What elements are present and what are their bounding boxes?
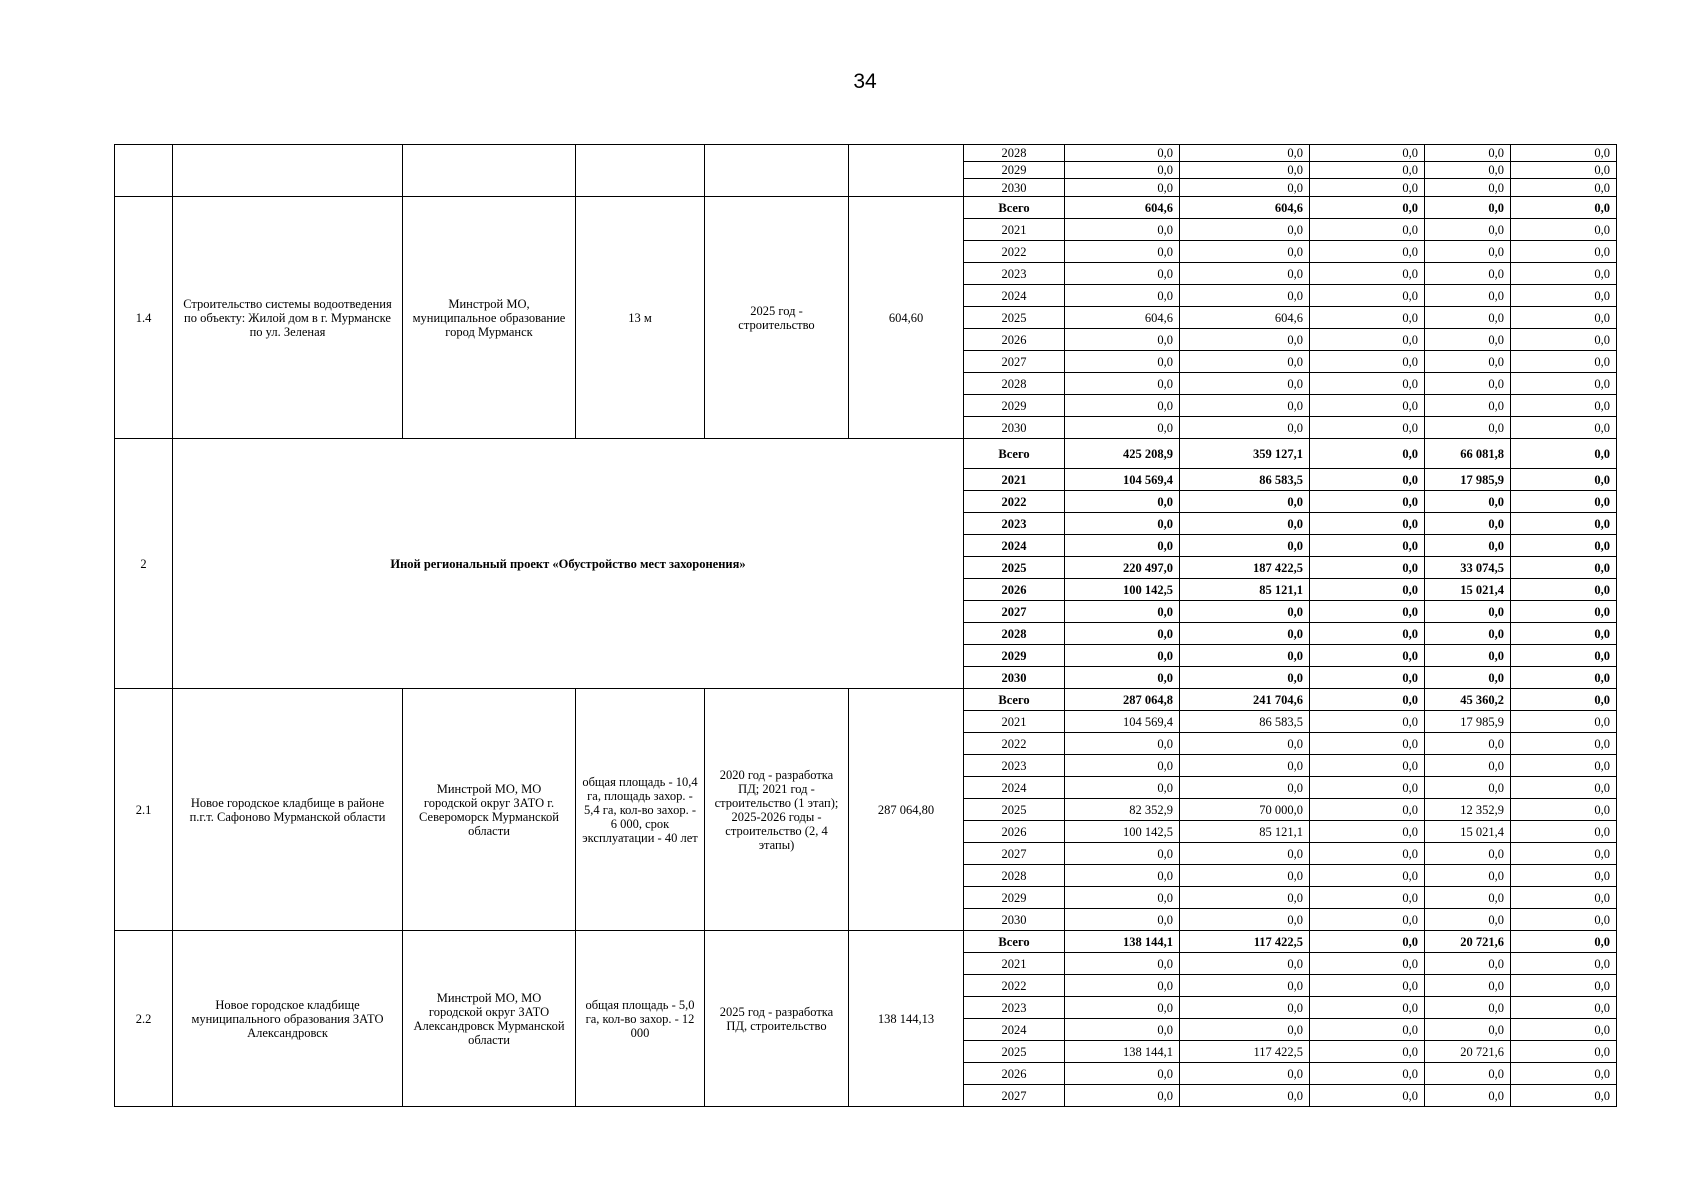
estimated-cost: 138 144,13: [849, 931, 964, 1107]
year-cell: 2030: [964, 417, 1065, 439]
table-row: [115, 689, 1617, 711]
amount-cell: 0,0: [1511, 601, 1617, 623]
amount-cell: 0,0: [1511, 162, 1617, 179]
amount-cell: 0,0: [1180, 1085, 1310, 1107]
amount-cell: 0,0: [1425, 535, 1511, 557]
construction-period: 2025 год - строительство: [705, 197, 849, 439]
amount-cell: 0,0: [1180, 909, 1310, 931]
amount-cell: 0,0: [1425, 329, 1511, 351]
amount-cell: 0,0: [1310, 953, 1425, 975]
amount-cell: 604,6: [1065, 197, 1180, 219]
year-cell: 2024: [964, 777, 1065, 799]
amount-cell: 0,0: [1310, 285, 1425, 307]
amount-cell: 220 497,0: [1065, 557, 1180, 579]
amount-cell: 0,0: [1310, 975, 1425, 997]
object-name: Новое городское кладбище муниципального образования ЗАТО Александровск: [173, 931, 403, 1107]
amount-cell: 0,0: [1425, 162, 1511, 179]
amount-cell: 0,0: [1511, 1063, 1617, 1085]
amount-cell: 0,0: [1180, 351, 1310, 373]
page-number: 34: [853, 70, 877, 93]
year-cell: 2024: [964, 285, 1065, 307]
item-number: 2.2: [115, 931, 173, 1107]
amount-cell: 0,0: [1425, 887, 1511, 909]
amount-cell: 138 144,1: [1065, 1041, 1180, 1063]
amount-cell: 0,0: [1310, 711, 1425, 733]
amount-cell: 0,0: [1310, 491, 1425, 513]
amount-cell: 0,0: [1180, 667, 1310, 689]
amount-cell: 0,0: [1065, 1063, 1180, 1085]
amount-cell: 0,0: [1511, 307, 1617, 329]
amount-cell: 0,0: [1065, 241, 1180, 263]
year-cell: 2024: [964, 1019, 1065, 1041]
construction-period: 2020 год - разработка ПД; 2021 год - строительство (1 этап); 2025-2026 годы - строительство (2, 4 этапы): [705, 689, 849, 931]
amount-cell: 0,0: [1065, 623, 1180, 645]
amount-cell: 0,0: [1180, 1063, 1310, 1085]
amount-cell: 0,0: [1511, 351, 1617, 373]
amount-cell: 0,0: [1425, 997, 1511, 1019]
year-cell: 2027: [964, 351, 1065, 373]
amount-cell: 0,0: [1511, 975, 1617, 997]
capacity-cell-empty: [576, 145, 705, 197]
amount-cell: 0,0: [1065, 1085, 1180, 1107]
amount-cell: 0,0: [1310, 821, 1425, 843]
year-cell: 2025: [964, 799, 1065, 821]
amount-cell: 0,0: [1425, 1063, 1511, 1085]
year-cell: 2030: [964, 909, 1065, 931]
amount-cell: 104 569,4: [1065, 469, 1180, 491]
amount-cell: 15 021,4: [1425, 821, 1511, 843]
amount-cell: 0,0: [1425, 197, 1511, 219]
amount-cell: 82 352,9: [1065, 799, 1180, 821]
amount-cell: 0,0: [1511, 145, 1617, 162]
year-cell: 2028: [964, 145, 1065, 162]
amount-cell: 0,0: [1511, 491, 1617, 513]
amount-cell: 0,0: [1180, 843, 1310, 865]
amount-cell: 0,0: [1310, 843, 1425, 865]
amount-cell: 20 721,6: [1425, 931, 1511, 953]
amount-cell: 0,0: [1425, 601, 1511, 623]
amount-cell: 0,0: [1425, 843, 1511, 865]
amount-cell: 0,0: [1180, 601, 1310, 623]
amount-cell: 0,0: [1310, 263, 1425, 285]
amount-cell: 0,0: [1065, 997, 1180, 1019]
amount-cell: 0,0: [1511, 329, 1617, 351]
amount-cell: 0,0: [1310, 623, 1425, 645]
year-cell: Всего: [964, 197, 1065, 219]
amount-cell: 100 142,5: [1065, 821, 1180, 843]
amount-cell: 0,0: [1425, 623, 1511, 645]
amount-cell: 0,0: [1511, 909, 1617, 931]
amount-cell: 0,0: [1425, 513, 1511, 535]
amount-cell: 0,0: [1425, 219, 1511, 241]
year-cell: 2022: [964, 733, 1065, 755]
amount-cell: 0,0: [1065, 373, 1180, 395]
table-row: [115, 931, 1617, 953]
year-cell: 2025: [964, 1041, 1065, 1063]
amount-cell: 0,0: [1310, 469, 1425, 491]
amount-cell: 0,0: [1310, 931, 1425, 953]
amount-cell: 0,0: [1065, 285, 1180, 307]
table-row: [115, 145, 1617, 162]
amount-cell: 0,0: [1511, 667, 1617, 689]
amount-cell: 0,0: [1180, 865, 1310, 887]
year-cell: 2026: [964, 329, 1065, 351]
amount-cell: 0,0: [1425, 667, 1511, 689]
amount-cell: 0,0: [1180, 645, 1310, 667]
amount-cell: 0,0: [1511, 865, 1617, 887]
amount-cell: 0,0: [1180, 733, 1310, 755]
year-cell: 2030: [964, 667, 1065, 689]
amount-cell: 0,0: [1425, 755, 1511, 777]
amount-cell: 0,0: [1425, 645, 1511, 667]
amount-cell: 0,0: [1065, 843, 1180, 865]
year-cell: 2026: [964, 821, 1065, 843]
amount-cell: 0,0: [1180, 777, 1310, 799]
amount-cell: 0,0: [1511, 285, 1617, 307]
amount-cell: 0,0: [1065, 1019, 1180, 1041]
amount-cell: 85 121,1: [1180, 821, 1310, 843]
amount-cell: 0,0: [1511, 821, 1617, 843]
year-cell: 2023: [964, 755, 1065, 777]
amount-cell: 33 074,5: [1425, 557, 1511, 579]
amount-cell: 0,0: [1310, 241, 1425, 263]
amount-cell: 0,0: [1511, 535, 1617, 557]
amount-cell: 0,0: [1065, 909, 1180, 931]
amount-cell: 0,0: [1425, 395, 1511, 417]
amount-cell: 0,0: [1310, 395, 1425, 417]
year-cell: 2023: [964, 513, 1065, 535]
year-cell: 2023: [964, 263, 1065, 285]
amount-cell: 0,0: [1310, 535, 1425, 557]
year-cell: 2028: [964, 373, 1065, 395]
amount-cell: 0,0: [1065, 975, 1180, 997]
amount-cell: 0,0: [1180, 241, 1310, 263]
amount-cell: 0,0: [1310, 373, 1425, 395]
amount-cell: 0,0: [1425, 417, 1511, 439]
amount-cell: 0,0: [1511, 513, 1617, 535]
amount-cell: 0,0: [1065, 162, 1180, 179]
amount-cell: 0,0: [1180, 417, 1310, 439]
amount-cell: 0,0: [1425, 351, 1511, 373]
year-cell: 2021: [964, 219, 1065, 241]
num-cell-empty: [115, 145, 173, 197]
amount-cell: 0,0: [1511, 179, 1617, 197]
budget-table: [114, 144, 1617, 1107]
amount-cell: 0,0: [1310, 887, 1425, 909]
amount-cell: 0,0: [1180, 145, 1310, 162]
amount-cell: 0,0: [1065, 733, 1180, 755]
amount-cell: 0,0: [1180, 179, 1310, 197]
amount-cell: 0,0: [1180, 1019, 1310, 1041]
amount-cell: 0,0: [1425, 777, 1511, 799]
amount-cell: 0,0: [1310, 439, 1425, 469]
amount-cell: 66 081,8: [1425, 439, 1511, 469]
amount-cell: 0,0: [1511, 197, 1617, 219]
amount-cell: 0,0: [1511, 997, 1617, 1019]
amount-cell: 0,0: [1065, 351, 1180, 373]
amount-cell: 0,0: [1065, 145, 1180, 162]
period-cell-empty: [705, 145, 849, 197]
amount-cell: 117 422,5: [1180, 1041, 1310, 1063]
year-cell: 2021: [964, 953, 1065, 975]
amount-cell: 0,0: [1310, 513, 1425, 535]
amount-cell: 0,0: [1065, 491, 1180, 513]
amount-cell: 0,0: [1065, 219, 1180, 241]
year-cell: 2021: [964, 711, 1065, 733]
amount-cell: 0,0: [1511, 263, 1617, 285]
amount-cell: 0,0: [1180, 285, 1310, 307]
year-cell: 2027: [964, 1085, 1065, 1107]
amount-cell: 0,0: [1065, 953, 1180, 975]
amount-cell: 0,0: [1180, 219, 1310, 241]
amount-cell: 17 985,9: [1425, 711, 1511, 733]
amount-cell: 0,0: [1310, 557, 1425, 579]
amount-cell: 359 127,1: [1180, 439, 1310, 469]
year-cell: Всего: [964, 931, 1065, 953]
amount-cell: 0,0: [1065, 667, 1180, 689]
amount-cell: 0,0: [1511, 579, 1617, 601]
amount-cell: 604,6: [1180, 197, 1310, 219]
amount-cell: 0,0: [1180, 263, 1310, 285]
amount-cell: 0,0: [1425, 1085, 1511, 1107]
amount-cell: 0,0: [1310, 1063, 1425, 1085]
amount-cell: 604,6: [1180, 307, 1310, 329]
amount-cell: 104 569,4: [1065, 711, 1180, 733]
amount-cell: 0,0: [1310, 579, 1425, 601]
amount-cell: 0,0: [1310, 145, 1425, 162]
amount-cell: 0,0: [1511, 931, 1617, 953]
amount-cell: 0,0: [1180, 953, 1310, 975]
amount-cell: 0,0: [1511, 953, 1617, 975]
amount-cell: 0,0: [1065, 263, 1180, 285]
year-cell: 2029: [964, 395, 1065, 417]
amount-cell: 0,0: [1310, 329, 1425, 351]
amount-cell: 0,0: [1180, 975, 1310, 997]
amount-cell: 0,0: [1180, 162, 1310, 179]
amount-cell: 241 704,6: [1180, 689, 1310, 711]
estimated-cost: 287 064,80: [849, 689, 964, 931]
amount-cell: 0,0: [1310, 733, 1425, 755]
capacity: общая площадь - 5,0 га, кол-во захор. - 12 000: [576, 931, 705, 1107]
year-cell: 2024: [964, 535, 1065, 557]
amount-cell: 0,0: [1180, 513, 1310, 535]
amount-cell: 0,0: [1065, 865, 1180, 887]
amount-cell: 0,0: [1511, 645, 1617, 667]
amount-cell: 0,0: [1065, 417, 1180, 439]
amount-cell: 0,0: [1511, 733, 1617, 755]
amount-cell: 0,0: [1310, 865, 1425, 887]
amount-cell: 0,0: [1180, 997, 1310, 1019]
amount-cell: 0,0: [1310, 1019, 1425, 1041]
amount-cell: 0,0: [1511, 623, 1617, 645]
amount-cell: 15 021,4: [1425, 579, 1511, 601]
customer: Минстрой МО, МО городской округ ЗАТО Александровск Мурманской области: [403, 931, 576, 1107]
amount-cell: 0,0: [1310, 755, 1425, 777]
amount-cell: 0,0: [1310, 909, 1425, 931]
amount-cell: 20 721,6: [1425, 1041, 1511, 1063]
amount-cell: 0,0: [1511, 711, 1617, 733]
amount-cell: 0,0: [1511, 1085, 1617, 1107]
year-cell: 2022: [964, 975, 1065, 997]
object-name: Строительство системы водоотведения по объекту: Жилой дом в г. Мурманске по ул. Зеленая: [173, 197, 403, 439]
amount-cell: 0,0: [1065, 645, 1180, 667]
year-cell: Всего: [964, 439, 1065, 469]
year-cell: 2029: [964, 645, 1065, 667]
section-number: 2: [115, 439, 173, 689]
amount-cell: 0,0: [1310, 799, 1425, 821]
amount-cell: 0,0: [1425, 145, 1511, 162]
construction-period: 2025 год - разработка ПД, строительство: [705, 931, 849, 1107]
amount-cell: 287 064,8: [1065, 689, 1180, 711]
amount-cell: 0,0: [1425, 179, 1511, 197]
amount-cell: 0,0: [1065, 535, 1180, 557]
amount-cell: 0,0: [1511, 395, 1617, 417]
amount-cell: 0,0: [1511, 777, 1617, 799]
amount-cell: 0,0: [1065, 179, 1180, 197]
amount-cell: 100 142,5: [1065, 579, 1180, 601]
cost-cell-empty: [849, 145, 964, 197]
year-cell: 2022: [964, 241, 1065, 263]
estimated-cost: 604,60: [849, 197, 964, 439]
year-cell: 2028: [964, 623, 1065, 645]
year-cell: 2022: [964, 491, 1065, 513]
amount-cell: 0,0: [1310, 351, 1425, 373]
amount-cell: 70 000,0: [1180, 799, 1310, 821]
amount-cell: 0,0: [1511, 417, 1617, 439]
amount-cell: 0,0: [1425, 307, 1511, 329]
amount-cell: 0,0: [1065, 395, 1180, 417]
customer: Минстрой МО, МО городской округ ЗАТО г. Североморск Мурманской области: [403, 689, 576, 931]
amount-cell: 0,0: [1065, 887, 1180, 909]
year-cell: 2030: [964, 179, 1065, 197]
amount-cell: 0,0: [1065, 777, 1180, 799]
year-cell: 2029: [964, 162, 1065, 179]
amount-cell: 0,0: [1310, 689, 1425, 711]
amount-cell: 0,0: [1425, 733, 1511, 755]
amount-cell: 0,0: [1511, 439, 1617, 469]
capacity: общая площадь - 10,4 га, площадь захор. - 5,4 га, кол-во захор. - 6 000, срок эксплуатации - 40 лет: [576, 689, 705, 931]
amount-cell: 0,0: [1180, 535, 1310, 557]
amount-cell: 0,0: [1310, 1041, 1425, 1063]
amount-cell: 425 208,9: [1065, 439, 1180, 469]
amount-cell: 0,0: [1511, 755, 1617, 777]
amount-cell: 0,0: [1310, 667, 1425, 689]
year-cell: 2023: [964, 997, 1065, 1019]
amount-cell: 187 422,5: [1180, 557, 1310, 579]
amount-cell: 0,0: [1310, 1085, 1425, 1107]
amount-cell: 0,0: [1310, 307, 1425, 329]
amount-cell: 0,0: [1180, 623, 1310, 645]
year-cell: 2027: [964, 601, 1065, 623]
year-cell: 2028: [964, 865, 1065, 887]
amount-cell: 0,0: [1310, 645, 1425, 667]
section-title: Иной региональный проект «Обустройство мест захоронения»: [173, 439, 964, 689]
amount-cell: 0,0: [1425, 373, 1511, 395]
customer: Минстрой МО, муниципальное образование город Мурманск: [403, 197, 576, 439]
amount-cell: 0,0: [1180, 395, 1310, 417]
amount-cell: 86 583,5: [1180, 711, 1310, 733]
amount-cell: 0,0: [1310, 219, 1425, 241]
amount-cell: 0,0: [1310, 601, 1425, 623]
amount-cell: 0,0: [1065, 755, 1180, 777]
amount-cell: 0,0: [1180, 887, 1310, 909]
amount-cell: 0,0: [1511, 1041, 1617, 1063]
amount-cell: 0,0: [1180, 491, 1310, 513]
amount-cell: 12 352,9: [1425, 799, 1511, 821]
amount-cell: 0,0: [1425, 953, 1511, 975]
year-cell: 2026: [964, 1063, 1065, 1085]
amount-cell: 0,0: [1425, 263, 1511, 285]
amount-cell: 138 144,1: [1065, 931, 1180, 953]
amount-cell: 0,0: [1065, 601, 1180, 623]
amount-cell: 0,0: [1425, 241, 1511, 263]
amount-cell: 0,0: [1511, 373, 1617, 395]
item-number: 1.4: [115, 197, 173, 439]
amount-cell: 0,0: [1511, 241, 1617, 263]
year-cell: 2025: [964, 307, 1065, 329]
amount-cell: 0,0: [1511, 689, 1617, 711]
amount-cell: 0,0: [1065, 513, 1180, 535]
amount-cell: 0,0: [1310, 997, 1425, 1019]
table-row: [115, 197, 1617, 219]
amount-cell: 0,0: [1065, 329, 1180, 351]
amount-cell: 85 121,1: [1180, 579, 1310, 601]
amount-cell: 0,0: [1425, 909, 1511, 931]
amount-cell: 117 422,5: [1180, 931, 1310, 953]
amount-cell: 0,0: [1425, 491, 1511, 513]
amount-cell: 0,0: [1310, 777, 1425, 799]
amount-cell: 0,0: [1310, 417, 1425, 439]
amount-cell: 0,0: [1425, 865, 1511, 887]
year-cell: 2029: [964, 887, 1065, 909]
customer-cell-empty: [403, 145, 576, 197]
amount-cell: 0,0: [1511, 887, 1617, 909]
amount-cell: 0,0: [1310, 179, 1425, 197]
amount-cell: 0,0: [1180, 329, 1310, 351]
year-cell: 2027: [964, 843, 1065, 865]
amount-cell: 17 985,9: [1425, 469, 1511, 491]
amount-cell: 0,0: [1511, 469, 1617, 491]
table-row: [115, 439, 1617, 469]
year-cell: Всего: [964, 689, 1065, 711]
amount-cell: 0,0: [1180, 755, 1310, 777]
amount-cell: 0,0: [1511, 843, 1617, 865]
capacity: 13 м: [576, 197, 705, 439]
amount-cell: 45 360,2: [1425, 689, 1511, 711]
amount-cell: 0,0: [1310, 197, 1425, 219]
amount-cell: 0,0: [1180, 373, 1310, 395]
year-cell: 2025: [964, 557, 1065, 579]
amount-cell: 0,0: [1310, 162, 1425, 179]
object-name: Новое городское кладбище в районе п.г.т. Сафоново Мурманской области: [173, 689, 403, 931]
item-number: 2.1: [115, 689, 173, 931]
amount-cell: 0,0: [1425, 1019, 1511, 1041]
budget-table-body: [115, 145, 1617, 1107]
amount-cell: 86 583,5: [1180, 469, 1310, 491]
year-cell: 2026: [964, 579, 1065, 601]
amount-cell: 0,0: [1511, 799, 1617, 821]
amount-cell: 604,6: [1065, 307, 1180, 329]
amount-cell: 0,0: [1511, 557, 1617, 579]
name-cell-empty: [173, 145, 403, 197]
amount-cell: 0,0: [1511, 1019, 1617, 1041]
amount-cell: 0,0: [1425, 975, 1511, 997]
year-cell: 2021: [964, 469, 1065, 491]
amount-cell: 0,0: [1511, 219, 1617, 241]
amount-cell: 0,0: [1425, 285, 1511, 307]
